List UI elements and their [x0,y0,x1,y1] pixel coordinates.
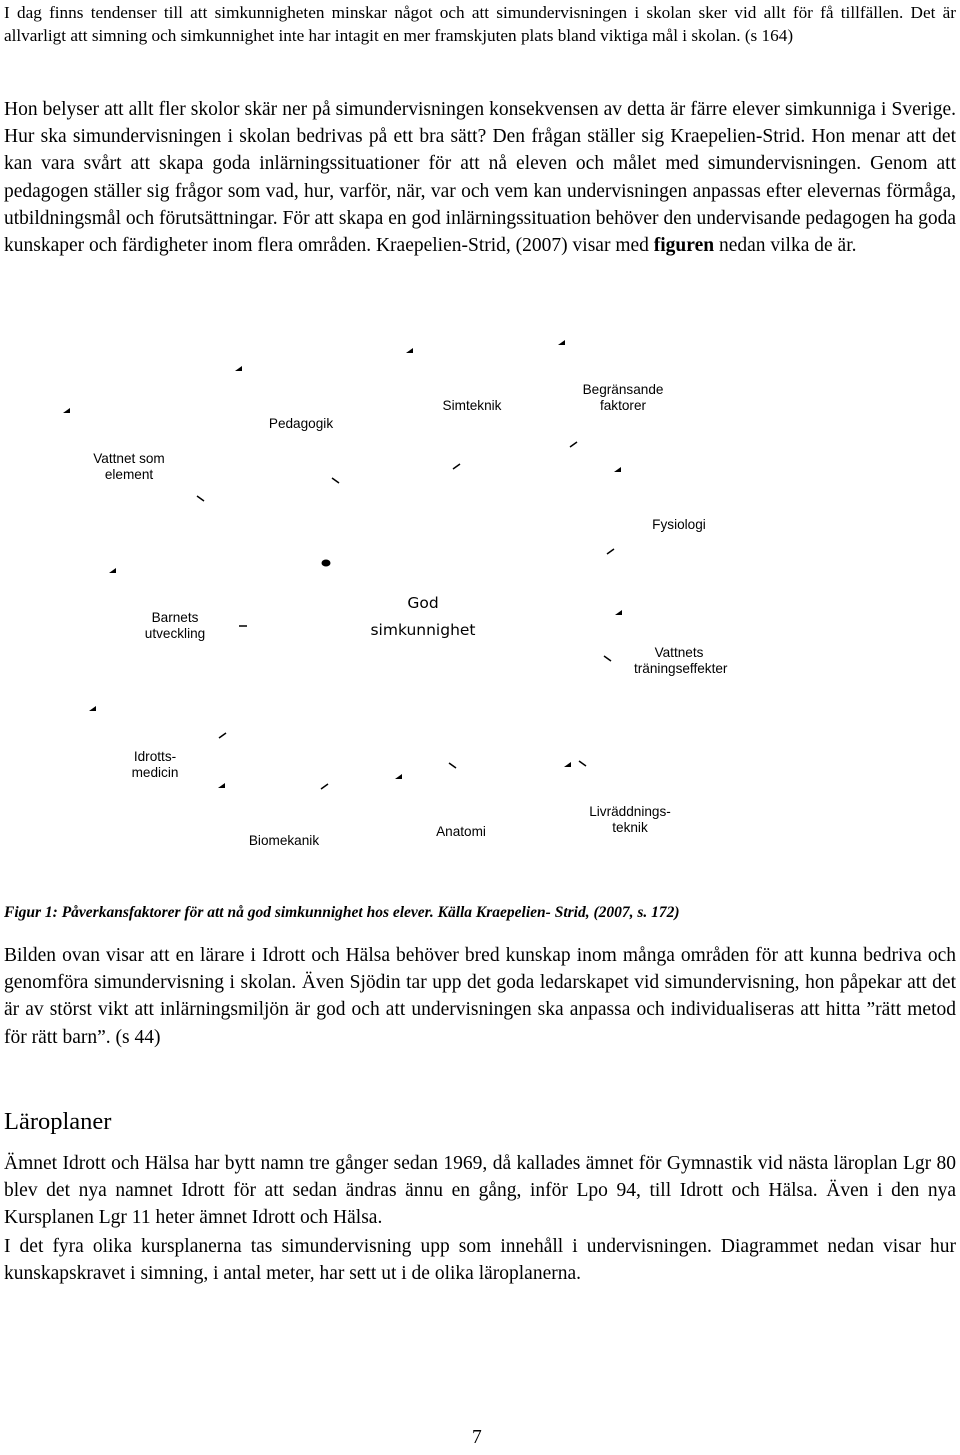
node-anatomi: Anatomi [436,824,486,839]
arrow-fragment-icon [320,558,332,568]
section-heading: Läroplaner [4,1108,112,1135]
arrow-fragment-icon [613,465,623,473]
node-god-simkunnighet: God simkunnighet [370,594,476,639]
arrow-fragment-icon [331,477,341,485]
arrow-fragment-icon [62,406,72,414]
arrow-fragment-icon [320,782,330,790]
body-text: Hon belyser att allt fler skolor skär ner på simundervisningen konsekvensen av detta är färre elever simkunniga i Sverige. Hur ska simundervisningen i skolan bedrivas på ett bra sätt? Den frågan ställer sig Kraepelien-Strid. Hon menar att det kan vara svårt att skapa goda inlärningssituationer för att nå eleven och målet med simundervisningen. Genom att pedagogen ställer sig frågor som vad, hur, varför, när, var och vem kan undervisningen anpassas efter elevernas förmåga, utbildningsmål och förutsättningar. För att skapa en god inlärningssituation behöver den undervisande pedagogen ha goda kunskaper och färdigheter inom flera områden. Kraepelien-Strid, (2007) visar med [4,99,956,257]
arrow-fragment-icon [452,462,462,470]
node-simteknik: Simteknik [442,398,502,413]
arrow-fragment-icon [234,364,244,372]
arrow-fragment-icon [557,338,567,346]
body-paragraph-curricula: I det fyra olika kursplanerna tas simundervisning upp som innehåll i undervisningen. Diagrammet nedan visar hur kunskapskravet i simning, i antal meter, har sett ut i de olika läroplanerna. [4,1236,956,1285]
node-vattnet-som-element: Vattnet som element [93,451,165,482]
node-idrottsmedicin: Idrotts- medicin [131,749,179,780]
node-begransande-faktorer: Begränsande faktorer [582,382,664,413]
page-number: 7 [472,1427,482,1448]
node-pedagogik: Pedagogik [268,416,334,431]
influence-factors-diagram [0,330,960,890]
body-text-end: nedan vilka de är. [714,235,857,257]
arrow-fragment-icon [196,495,206,503]
body-paragraph-intro [4,96,956,259]
arrow-fragment-icon [603,655,613,663]
arrow-fragment-icon [394,772,404,780]
arrow-fragment-icon [614,608,624,616]
node-fysiologi: Fysiologi [652,517,706,532]
body-paragraph-figure-discussion: Bilden ovan visar att en lärare i Idrott och Hälsa behöver bred kunskap inom många områden för att kunna bedriva och genomföra simundervisning i skolan. Även Sjödin tar upp det goda ledarskapet vid simundervisning, hon påpekar att det är av störst vikt att inlärningsmiljön är god och att undervisningen ska anpassa och individualiseras att hitta ”rätt metod för rätt barn”. (s 44) [4,945,956,1048]
quote-paragraph: I dag finns tendenser till att simkunnigheten minskar något och att simundervisningen i skolan sker vid allt för få tillfällen. Det är allvarligt att simning och simkunnighet inte har intagit en mer framskjuten plats bland viktiga mål i skolan. (s 164) [4,3,956,45]
node-vattnets-traningseffekter: Vattnets träningseffekter [634,645,728,676]
arrow-fragment-icon [405,346,415,354]
arrow-fragment-icon [606,547,616,555]
arrow-fragment-icon [563,760,573,768]
arrow-fragment-icon [578,760,588,768]
node-biomekanik: Biomekanik [248,833,320,848]
arrow-fragment-icon [108,566,118,574]
node-livraddningsteknik: Livräddnings- teknik [589,804,671,835]
arrow-fragment-icon [217,781,227,789]
figure-caption: Figur 1: Påverkansfaktorer för att nå god simkunnighet hos elever. Källa Kraepelien- Strid, (2007, s. 172) [4,904,680,921]
node-barnets-utveckling: Barnets utveckling [144,610,206,641]
arrow-fragment-icon [218,731,228,739]
arrow-fragment-icon [88,704,98,712]
figure-reference: figuren [653,235,715,257]
arrow-fragment-icon [448,762,458,770]
body-paragraph-subject-name: Ämnet Idrott och Hälsa har bytt namn tre gånger sedan 1969, då kallades ämnet för Gymnastik vid nästa läroplan Lgr 80 blev det nya namnet Idrott för att sedan ändras ännu en gång, inför Lpo 94, till Idrott och Hälsa. Även i den nya Kursplanen Lgr 11 heter ämnet Idrott och Hälsa. [4,1153,956,1229]
arrow-fragment-icon [238,622,248,630]
arrow-fragment-icon [569,440,579,448]
